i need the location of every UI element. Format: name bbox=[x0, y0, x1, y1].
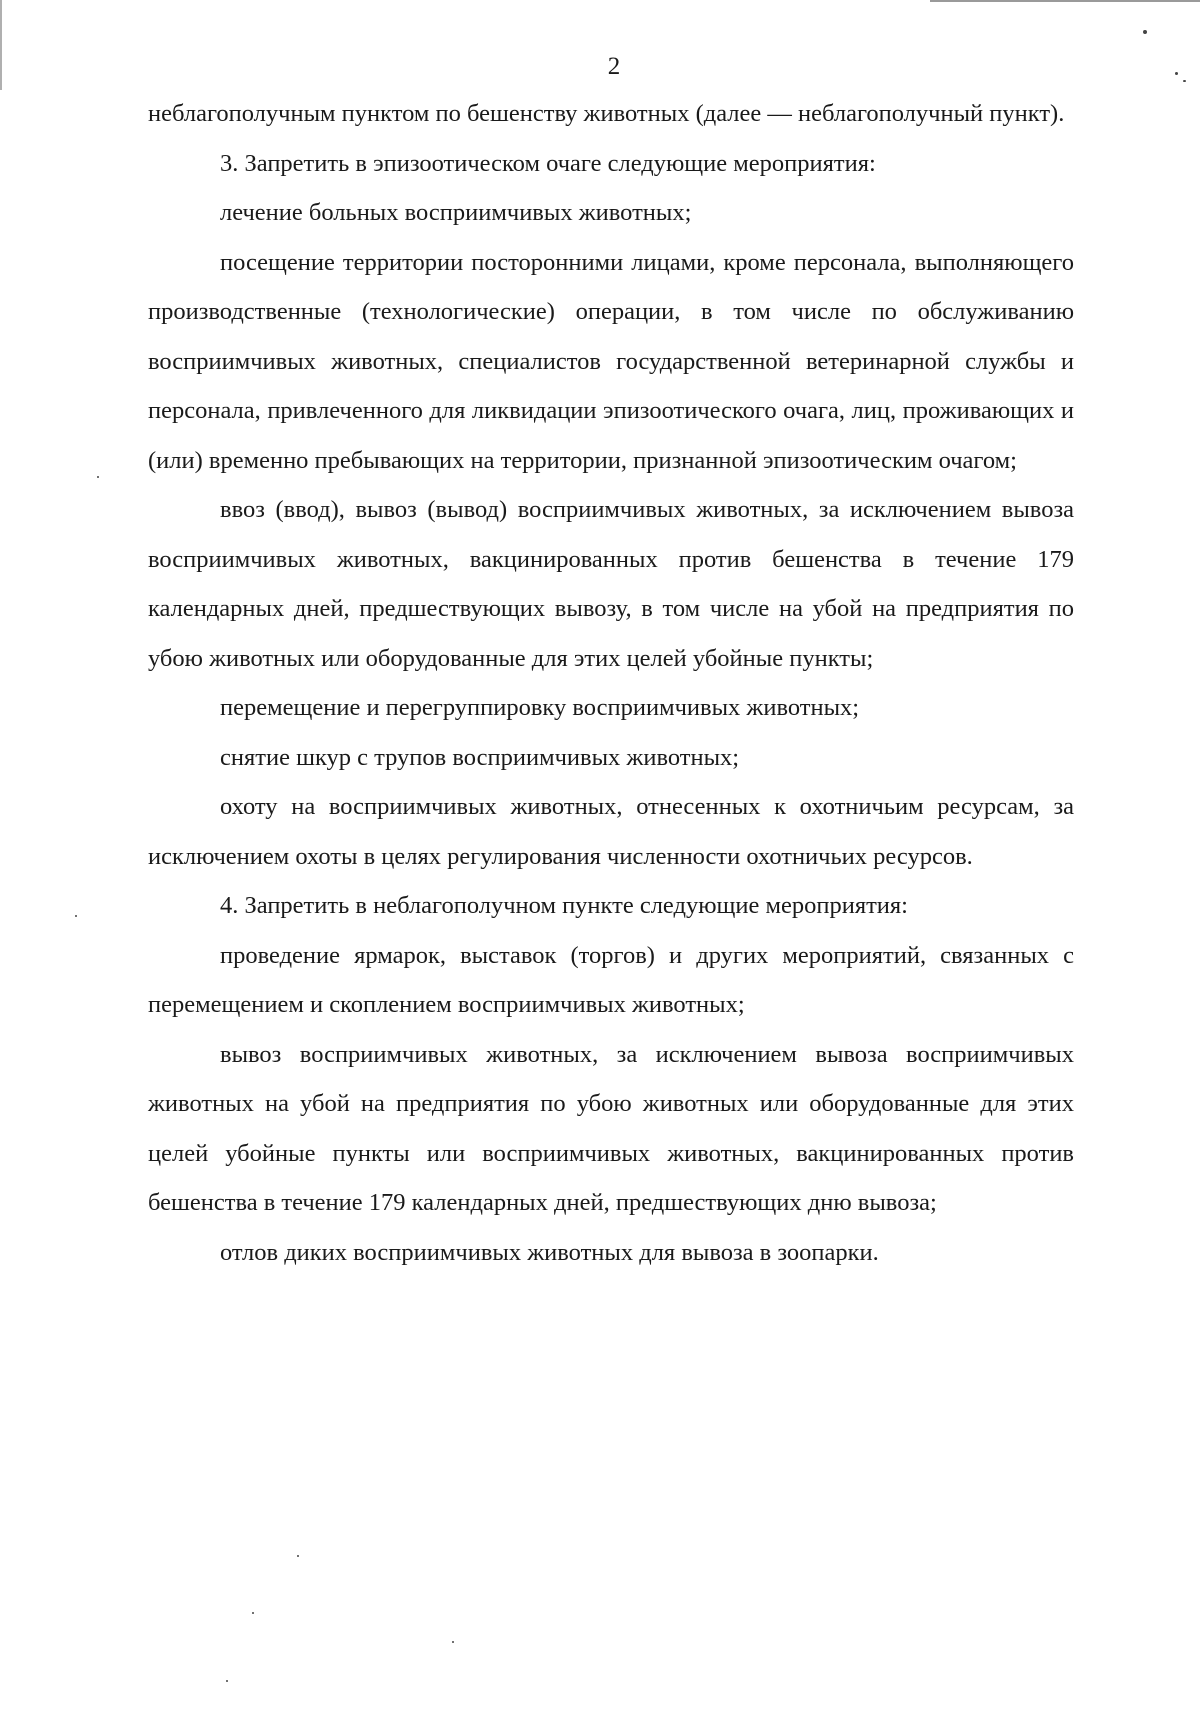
scan-speck bbox=[1143, 30, 1147, 34]
scan-speck bbox=[252, 1612, 254, 1614]
clause-4-item-export: вывоз восприимчивых животных, за исключением вывоза восприимчивых животных на убой на предприятия по убою животных или оборудованные для этих целей убойные пункты или восприимчивых животных, вакцинированных против бешенства в течение 179 календарных дней, предшествующих дню вывоза; bbox=[148, 1040, 1074, 1216]
clause-3-item-treatment: лечение больных восприимчивых животных; bbox=[220, 199, 692, 226]
clause-3-item-regrouping: перемещение и перегруппировку восприимчивых животных; bbox=[220, 694, 860, 721]
scan-speck bbox=[75, 915, 77, 917]
clause-3-item-skinning: снятие шкур с трупов восприимчивых животных; bbox=[220, 743, 740, 771]
scan-speck bbox=[1183, 80, 1186, 82]
clause-3-heading: 3. Запретить в эпизоотическом очаге следующие мероприятия: bbox=[220, 149, 876, 177]
scan-speck bbox=[297, 1555, 299, 1557]
clause-4-heading: 4. Запретить в неблагополучном пункте следующие мероприятия: bbox=[220, 892, 908, 919]
clause-3-item-visits: посещение территории посторонними лицами, кроме персонала, выполняющего производственные (технологические) операции, в том числе по обслуживанию восприимчивых животных, специалистов государственной ветеринарной службы и персонала, привлеченного для ликвидации эпизоотического очага, лиц, проживающих и (или) временно пребывающих на территории, признанной эпизоотическим очагом; bbox=[148, 248, 1074, 474]
scan-speck bbox=[226, 1680, 228, 1682]
clause-3-item-hunting: охоту на восприимчивых животных, отнесенных к охотничьим ресурсам, за исключением охоты в целях регулирования численности охотничьих ресурсов. bbox=[148, 793, 1074, 870]
scan-speck bbox=[1175, 72, 1178, 75]
page-number: 2 bbox=[607, 53, 621, 80]
scan-speck bbox=[97, 476, 99, 478]
scan-speck bbox=[452, 1641, 454, 1643]
scan-edge-top bbox=[930, 0, 1200, 2]
clause-4-item-trapping: отлов диких восприимчивых животных для вывоза в зоопарки. bbox=[220, 1238, 879, 1266]
paragraph-continuation: неблагополучным пунктом по бешенству животных (далее — неблагополучный пункт). bbox=[148, 100, 1065, 127]
document-body bbox=[148, 89, 1074, 1277]
clause-3-item-import-export: ввоз (ввод), вывоз (вывод) восприимчивых животных, за исключением вывоза восприимчивых животных, вакцинированных против бешенства в течение 179 календарных дней, предшествующих вывозу, в том числе на убой на предприятия по убою животных или оборудованные для этих целей убойные пункты; bbox=[148, 496, 1074, 672]
clause-4-item-fairs: проведение ярмарок, выставок (торгов) и других мероприятий, связанных с перемещением и скоплением восприимчивых животных; bbox=[148, 941, 1074, 1018]
